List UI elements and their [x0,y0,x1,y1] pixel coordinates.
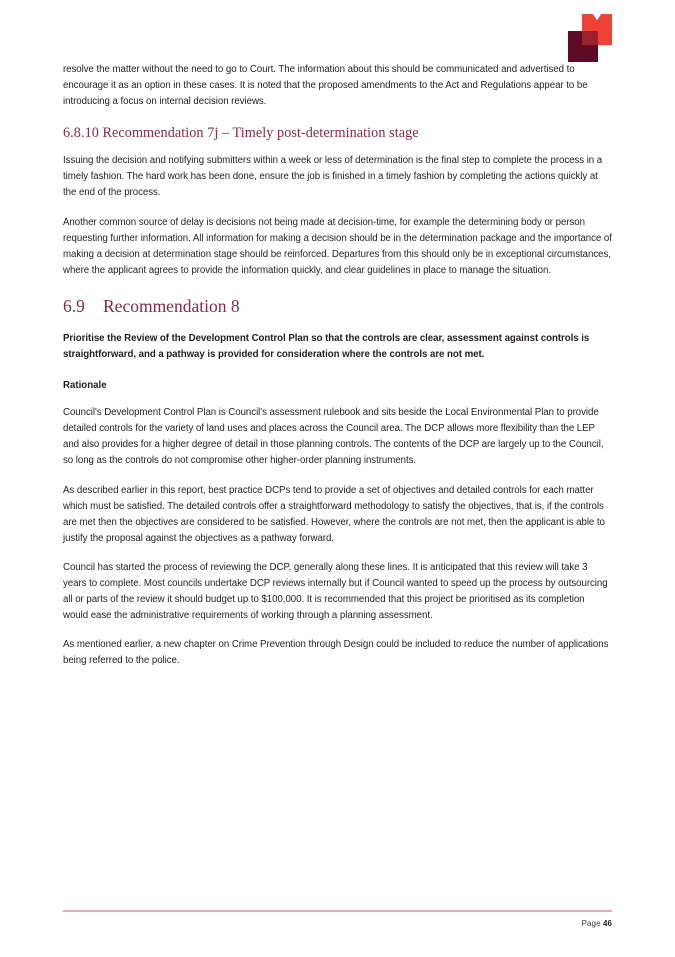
organisation-logo [566,14,614,62]
paragraph: resolve the matter without the need to go to Court. The information about this should be communicated and advertised to encourage it as an option in these cases. It is noted that the proposed amendments to the Act and Regulations appear to be introducing a focus on internal decision reviews. [63,64,588,108]
footer-divider [63,910,612,912]
section-title: Recommendation 8 [103,295,240,316]
rationale-heading: Rationale [63,380,107,392]
recommendation-statement: Prioritise the Review of the Development Control Plan so that the controls are clear, assessment against controls is straightforward, and a pathway is provided for consideration where the controls are not met. [63,332,590,361]
section-heading-6-9 [63,294,612,318]
paragraph: As mentioned earlier, a new chapter on Crime Prevention through Design could be included to reduce the number of applications being referred to the police. [63,639,609,667]
section-number: 6.9 [63,295,85,316]
paragraph: Issuing the decision and notifying submitters within a week or less of determination is the final step to complete the process in a timely fashion. The hard work has been done, ensure the job is finished in a timely fashion by completing the actions quickly at the end of the process. [63,155,603,199]
page-footer [63,910,612,928]
paragraph: Council's Development Control Plan is Council's assessment rulebook and sits beside the Local Environmental Plan to provide detailed controls for the variety of land uses and places across the Council area. The DCP allows more flexibility than the LEP and also provides for a higher degree of detail in those planning controls. The contents of the DCP are largely up to the Council, so long as the controls do not compromise other higher-order planning instruments. [63,407,604,467]
paragraph: As described earlier in this report, best practice DCPs tend to provide a set of objectives and detailed controls for each matter which must be satisfied. The detailed controls offer a straightforward methodology to satisfy the objectives, that is, if the controls are met then the objectives are considered to be satisfied. However, where the controls are not met, then the applicant is able to justify the proposal against the objectives as a pathway forward. [63,484,605,544]
section-heading-6-8-10: 6.8.10 Recommendation 7j – Timely post-determination stage [63,125,419,142]
paragraph: Another common source of delay is decisions not being made at decision-time, for example the determining body or person requesting further information. All information for making a decision should be in the determination package and the importance of making a decision at determination stage should be reinforced. Departures from this should only be in exceptional circumstances, where the applicant agrees to provide the information quickly, and clear guidelines in place to manage the situation. [63,216,612,276]
page-label: Page [581,918,601,928]
page-number-block [63,919,612,928]
page-number: 46 [602,918,612,928]
paragraph: Council has started the process of reviewing the DCP, generally along these lines. It is anticipated that this review will take 3 years to complete. Most councils undertake DCP reviews internally but if Council wanted to speed up the process by outsourcing all or parts of the review it should budget up to $100,000. It is recommended that this project be prioritised as its completion would ease the administrative requirements of working through a planning assessment. [63,561,608,622]
logo-overlap-shape [582,31,598,45]
document-body [63,62,612,682]
